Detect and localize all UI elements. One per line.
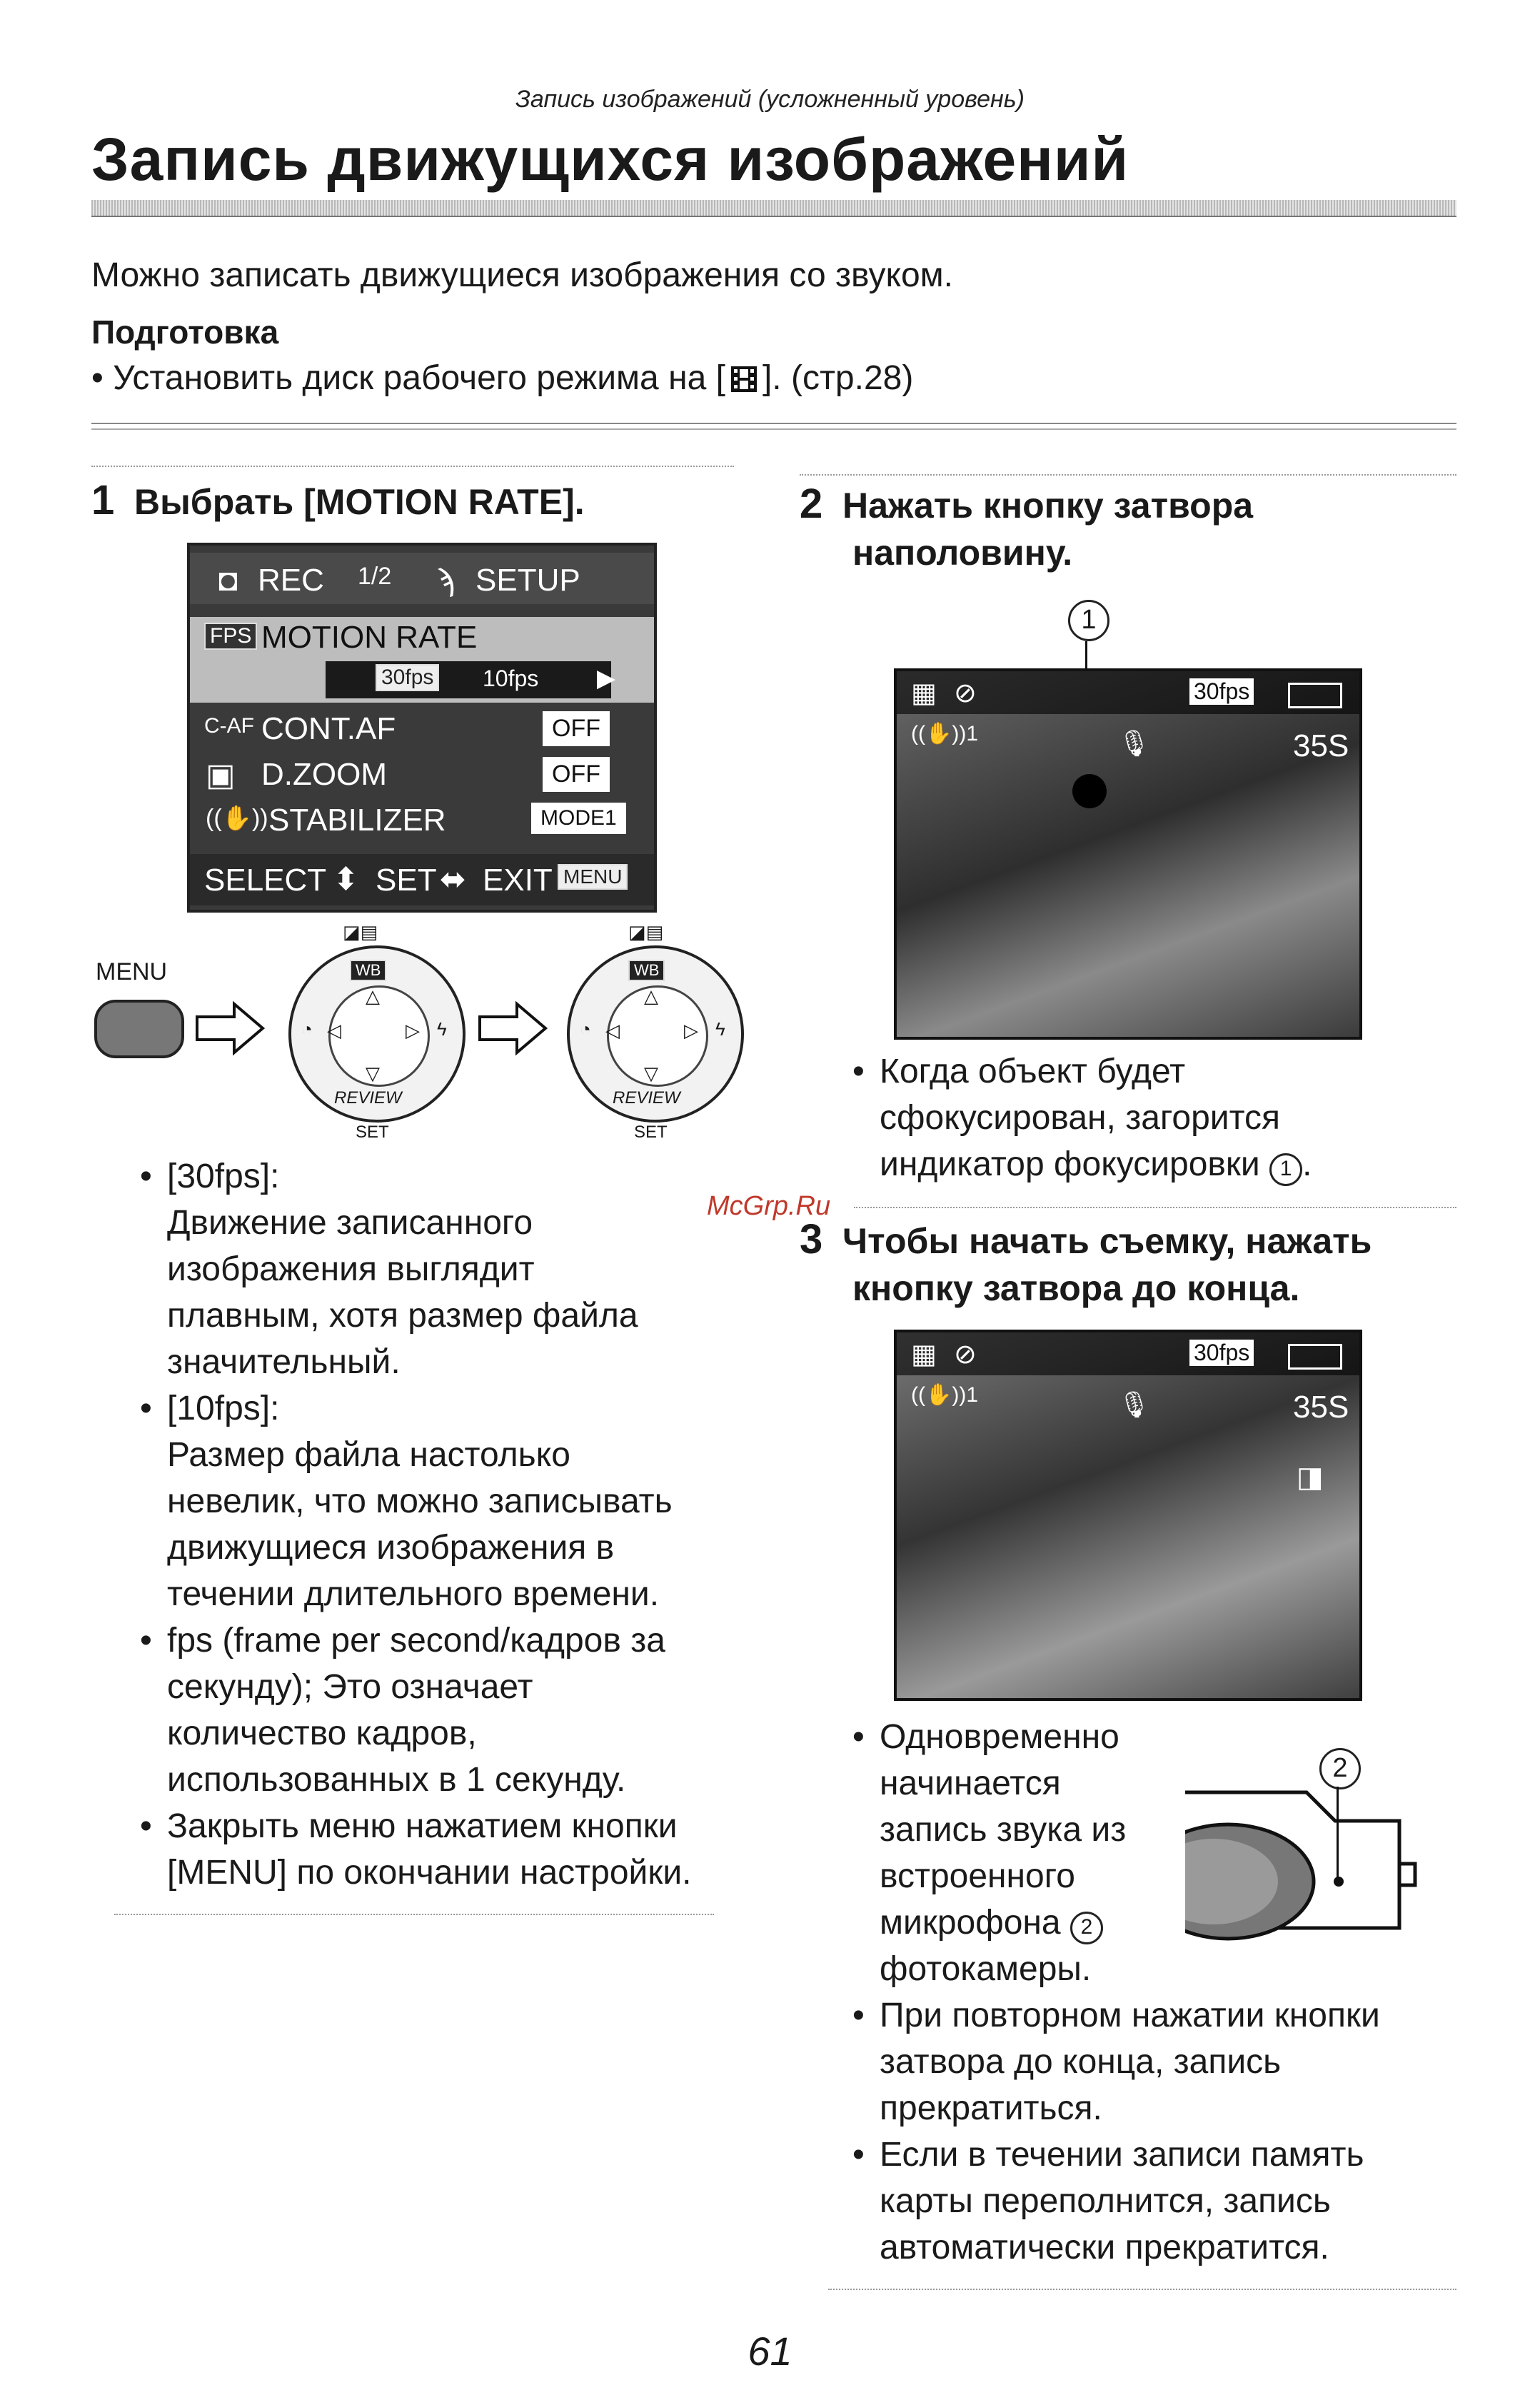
movie-mode-icon (730, 365, 758, 393)
menu-badge: MENU (558, 864, 628, 890)
step2-dotted-rule (800, 474, 1456, 476)
caf-value: OFF (543, 711, 610, 746)
bullet-text: Размер файла настолько невелик, что можно записывать движущиеся изображения в течении длительного времени. (167, 1436, 673, 1613)
dzoom-label: D.ZOOM (261, 757, 387, 792)
menu-footer (190, 854, 654, 905)
motion-rate-row (190, 617, 654, 703)
step1-end-rule (114, 1914, 714, 1915)
stabilizer-icon: ((✋))1 (911, 722, 978, 745)
right-arrow-icon: ▷ (406, 1020, 420, 1041)
stabilizer-label: STABILIZER (268, 803, 446, 838)
step2-title-line2: наполовину. (852, 533, 1073, 573)
step3-title (800, 1216, 1471, 1312)
step1-title-text: Выбрать [MOTION RATE]. (134, 482, 585, 522)
battery-icon (1288, 683, 1342, 708)
step2-number: 2 (800, 481, 823, 527)
self-timer-icon: ◔ (580, 1018, 591, 1040)
footer-select: SELECT (204, 863, 327, 898)
updown-icon: ⬍ (333, 862, 359, 897)
step1-bullets (140, 1153, 768, 1896)
arrow-right-icon: ▶ (597, 665, 616, 692)
step3-title-line1: Чтобы начать съемку, нажать (842, 1221, 1372, 1261)
flash-icon: ϟ (715, 1018, 725, 1040)
list-item (140, 1803, 768, 1896)
battery-icon (1288, 1344, 1342, 1370)
arrow-right-icon (194, 1000, 266, 1057)
osd-remaining-time: 35S (1293, 728, 1349, 763)
exposure-icon: ◪▤ (628, 921, 664, 943)
left-arrow-icon: ◁ (605, 1020, 620, 1041)
callout-ref-1: 1 (1269, 1153, 1302, 1186)
left-arrow-icon: ◁ (327, 1020, 341, 1041)
motion-rate-label: MOTION RATE (261, 620, 478, 655)
fps-badge: FPS (204, 623, 257, 650)
osd-remaining-time: 35S (1293, 1390, 1349, 1425)
fps-option-30: 30fps (376, 664, 439, 691)
list-item (852, 1714, 1481, 1992)
bullet-line: индикатор фокусировки (880, 1145, 1260, 1183)
callout-1: 1 (1068, 600, 1109, 641)
prep-item-start: • Установить диск рабочего режима на [ (91, 359, 725, 397)
bullet-text: Движение записанного изображения выглядит плавным, хотя размер файла значительный. (167, 1204, 638, 1381)
callout-2: 2 (1319, 1748, 1361, 1789)
page-number: 61 (748, 2329, 792, 2374)
movie-mode-icon: ▦ (911, 678, 937, 708)
tab-page: 1/2 (358, 563, 392, 590)
intro-text: Можно записать движущиеся изображения со звуком. (91, 256, 954, 294)
step2-bullets (852, 1048, 1459, 1188)
step2-bullet (852, 1048, 1459, 1188)
step2-title-line1: Нажать кнопку затвора (842, 486, 1254, 526)
footer-set: SET (376, 863, 437, 898)
bullet-text: • При повторном нажатии кнопки затвора до конца, запись прекратиться. (880, 1997, 1380, 2127)
step2-title (800, 481, 1456, 576)
caf-prefix: C-AF (204, 714, 254, 738)
flash-off-icon: ⊘ (954, 678, 977, 708)
footer-exit: EXIT (483, 863, 553, 898)
bullet-line: встроенного (880, 1857, 1075, 1895)
exposure-icon: ◪▤ (343, 921, 378, 943)
page-title: Запись движущихся изображений (91, 126, 1129, 193)
tab-setup: SETUP (475, 563, 580, 598)
prep-divider (91, 423, 1456, 430)
menu-button-label: MENU (96, 958, 168, 985)
dial-2-review: REVIEW (613, 1088, 680, 1108)
step3-title-line2: кнопку затвора до конца. (852, 1268, 1300, 1308)
dial-1-wb: WB (350, 960, 386, 981)
step1-title (91, 477, 585, 526)
bullet-end: . (1302, 1145, 1312, 1183)
arrow-right-icon (477, 1000, 548, 1057)
step3-bullets (852, 1714, 1481, 2271)
prep-item-end: ]. (стр.28) (762, 359, 914, 397)
leftright-icon: ⬌ (440, 862, 466, 897)
dzoom-value: OFF (543, 757, 610, 792)
bullet-line: фотокамеры. (880, 1950, 1092, 1988)
movie-mode-icon: ▦ (911, 1340, 937, 1370)
bullet-text: • fps (frame per second/кадров за секунду); Это означает количество кадров, использованных в 1 секунду. (167, 1622, 665, 1799)
step1-number: 1 (91, 477, 115, 523)
up-arrow-icon: △ (644, 985, 658, 1007)
prep-item (91, 358, 913, 398)
osd-fps: 30fps (1189, 1340, 1254, 1366)
mic-icon: 🎙 (1118, 728, 1151, 758)
step3-bullet-list (852, 1714, 1481, 2271)
wrench-icon: ϡ (436, 563, 455, 598)
list-item (140, 1617, 768, 1803)
list-item (852, 1048, 1459, 1188)
bullet-line: микрофона (880, 1904, 1061, 1942)
step3-number: 3 (800, 1216, 823, 1262)
step1-dotted-rule (91, 466, 734, 467)
osd-fps: 30fps (1189, 678, 1254, 705)
bullet-head: [10fps]: (167, 1390, 280, 1427)
flash-off-icon: ⊘ (954, 1340, 977, 1370)
self-timer-icon: ◔ (301, 1018, 313, 1040)
right-arrow-icon: ▷ (684, 1020, 698, 1041)
dial-1-review: REVIEW (334, 1088, 402, 1108)
bullet-line: Когда объект будет (880, 1053, 1186, 1090)
bullet-line: запись звука из (880, 1811, 1127, 1849)
stabilizer-value: MODE1 (531, 803, 626, 834)
cursor-dial-1[interactable] (288, 945, 465, 1123)
bullet-line: начинается (880, 1764, 1061, 1802)
menu-tabs (190, 553, 654, 604)
callout-ref-2: 2 (1070, 1912, 1103, 1944)
list-item (140, 1153, 768, 1385)
bullet-text: • Закрыть меню нажатием кнопки [MENU] по окончании настройки. (167, 1807, 692, 1892)
tab-rec: REC (258, 563, 324, 598)
dial-2-set-label: SET (634, 1123, 668, 1142)
list-item (852, 2132, 1481, 2271)
viewfinder-photo-1 (894, 668, 1362, 1040)
bullet-line: Одновременно (880, 1718, 1119, 1756)
prep-heading: Подготовка (91, 313, 279, 351)
stabilizer-icon: ((✋)) (206, 805, 268, 832)
bullet-text: • Если в течении записи память карты переполнится, запись автоматически прекратится. (880, 2136, 1364, 2266)
flash-icon: ϟ (437, 1018, 447, 1040)
camera-menu-screen (187, 543, 657, 913)
list-item (140, 1385, 768, 1617)
list-item (852, 1992, 1481, 2132)
mic-icon: 🎙 (1118, 1390, 1151, 1419)
section-header: Запись изображений (усложненный уровень) (515, 86, 1025, 113)
watermark: McGrp.Ru (707, 1191, 831, 1221)
recording-icon: ◨ (1297, 1462, 1324, 1493)
bullet-head: [30fps]: (167, 1158, 280, 1195)
fps-option-10: 10fps (483, 666, 539, 691)
menu-button[interactable] (94, 1000, 184, 1058)
camera-icon: ◘ (218, 563, 238, 598)
focus-indicator (1072, 774, 1107, 808)
title-underline (91, 200, 1456, 217)
fps-option-bar (326, 661, 616, 698)
down-arrow-icon: ▽ (366, 1063, 380, 1084)
viewfinder-photo-2 (894, 1330, 1362, 1701)
step3-dotted-rule (854, 1207, 1456, 1208)
zoom-icon: ▣ (206, 758, 236, 793)
bullet-line: сфокусирован, загорится (880, 1099, 1281, 1137)
dial-2-wb: WB (628, 960, 665, 981)
down-arrow-icon: ▽ (644, 1063, 658, 1084)
dial-1-set-label: SET (356, 1123, 389, 1142)
cursor-dial-2[interactable] (567, 945, 744, 1123)
caf-label: CONT.AF (261, 711, 396, 746)
stabilizer-icon: ((✋))1 (911, 1383, 978, 1407)
up-arrow-icon: △ (366, 985, 380, 1007)
step3-end-rule (828, 2289, 1456, 2290)
